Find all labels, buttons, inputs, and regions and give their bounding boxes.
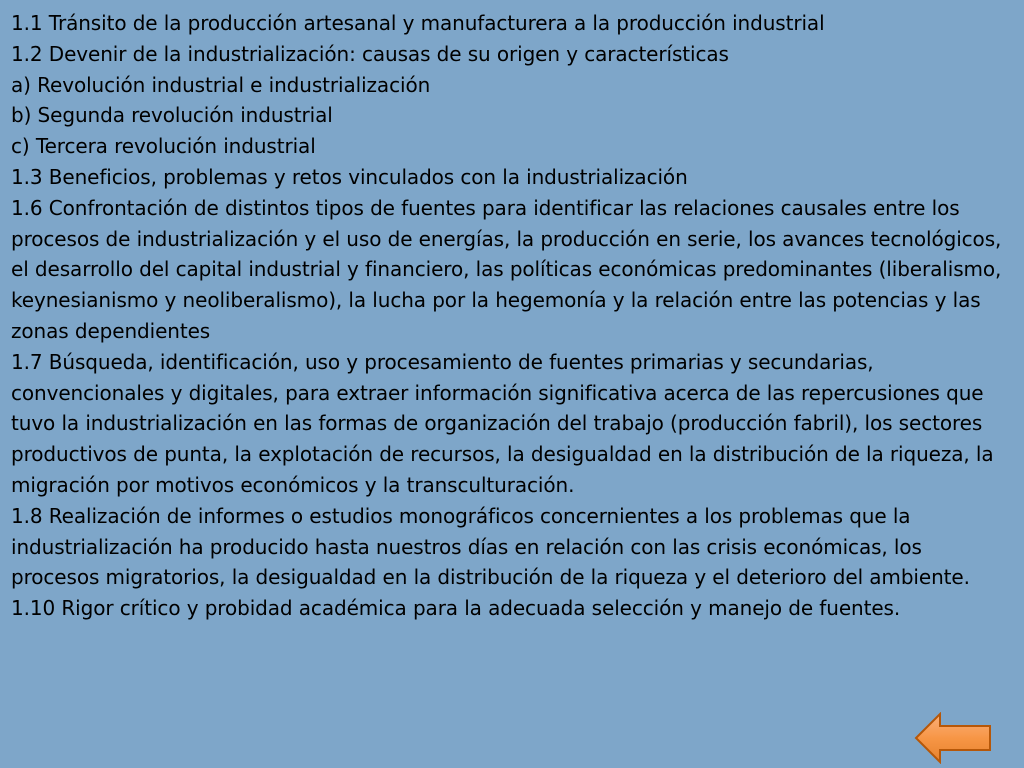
list-item: b) Segunda revolución industrial	[11, 103, 333, 128]
left-arrow-icon	[914, 712, 992, 764]
list-item: 1.7 Búsqueda, identificación, uso y procesamiento de fuentes primarias y secundarias, convencionales y digitales, para extraer información significativa acerca de las repercusiones que tuvo la industrialización en las formas de organización del trabajo (producción fabril), los sectores productivos de punta, la explotación de recursos, la desigualdad en la distribución de la riqueza, la migración por motivos económicos y la transculturación.	[11, 349, 994, 497]
back-button[interactable]	[914, 712, 992, 764]
list-item: 1.2 Devenir de la industrialización: causas de su origen y características	[11, 41, 729, 66]
list-item: 1.10 Rigor crítico y probidad académica para la adecuada selección y manejo de fuentes.	[11, 596, 901, 621]
list-item: 1.6 Confrontación de distintos tipos de fuentes para identificar las relaciones causales entre los procesos de industrialización y el uso de energías, la producción en serie, los avances tecnológicos, el desarrollo del capital industrial y financiero, las políticas económicas predominantes (liberalismo, keynesianismo y neoliberalismo), la lucha por la hegemonía y la relación entre las potencias y las zonas dependientes	[11, 195, 1002, 343]
list-item: c) Tercera revolución industrial	[11, 134, 316, 159]
topic-list	[11, 8, 1011, 624]
list-item: 1.1 Tránsito de la producción artesanal y manufacturera a la producción industrial	[11, 11, 825, 35]
list-item: 1.8 Realización de informes o estudios monográficos concernientes a los problemas que la industrialización ha producido hasta nuestros días en relación con las crisis económicas, los procesos migratorios, la desigualdad en la distribución de la riqueza y el deterioro del ambiente.	[11, 503, 970, 590]
list-item: 1.3 Beneficios, problemas y retos vinculados con la industrialización	[11, 164, 688, 189]
list-item: a) Revolución industrial e industrialización	[11, 72, 431, 97]
